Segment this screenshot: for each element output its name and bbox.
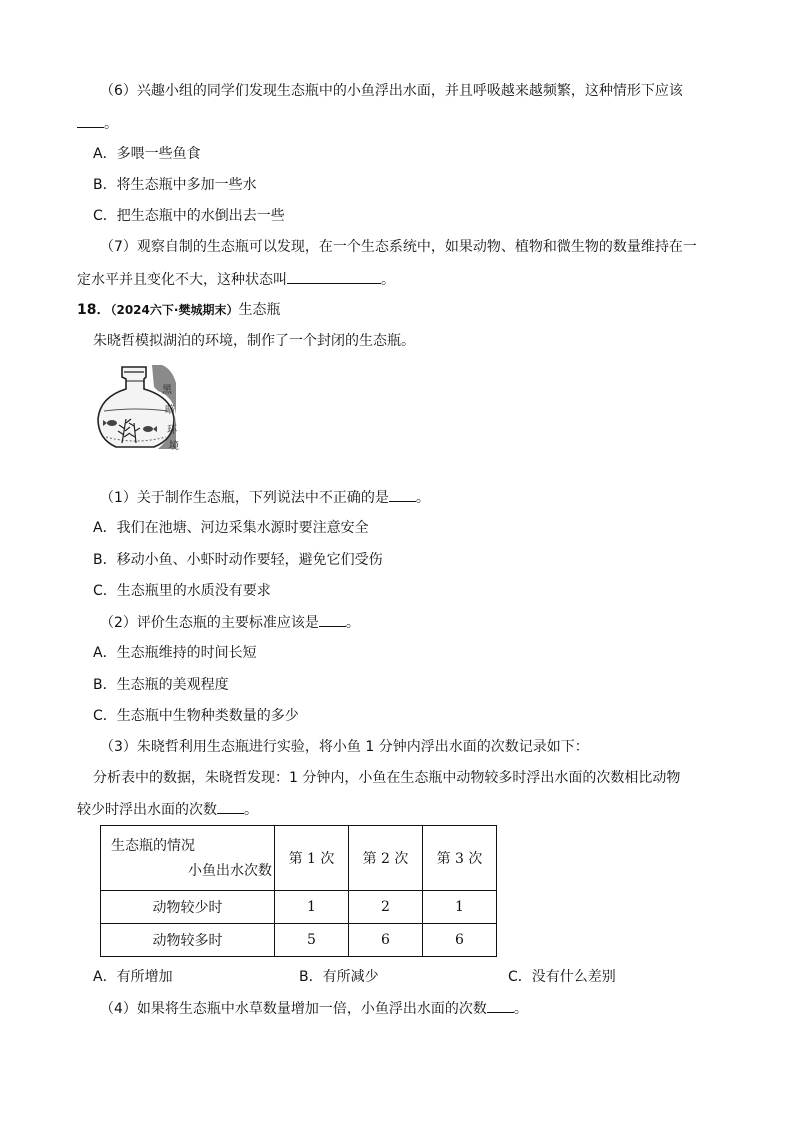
table-cell: 6 (349, 924, 423, 957)
s1-stem-end: 。 (415, 490, 430, 506)
q18-intro: 朱晓哲模拟湖泊的环境，制作了一个封闭的生态瓶。 (93, 333, 415, 349)
table-row (101, 924, 497, 957)
s1-option-a: A．我们在池塘、河边采集水源时要注意安全 (93, 520, 369, 536)
svg-text:环: 环 (167, 425, 177, 436)
table-header-cell: 第 2 次 (349, 826, 423, 891)
s2-option-c: C．生态瓶中生物种类数量的多少 (93, 708, 299, 724)
table-row-label: 动物较多时 (101, 924, 275, 957)
q6-option-c: C．把生态瓶中的水倒出去一些 (93, 208, 285, 224)
q6-stem-text: （6）兴趣小组的同学们发现生态瓶中的小鱼浮出水面，并且呼吸越来越频繁，这种情形下应该 (100, 83, 683, 99)
corner-label-top: 生态瓶的情况 (111, 838, 195, 854)
q7-answer-blank[interactable] (287, 269, 381, 284)
q7-stem-end: 。 (381, 272, 395, 288)
table-corner-cell (101, 826, 275, 891)
s3-option-a: A．有所增加 (93, 969, 173, 985)
q18-title: 生态瓶 (238, 302, 281, 318)
s1-stem (100, 487, 430, 508)
s3-answer-blank[interactable] (217, 799, 244, 814)
q6-stem-line1 (100, 81, 683, 101)
q6-option-a: A．多喂一些鱼食 (93, 146, 201, 162)
table-cell: 6 (423, 924, 497, 957)
s2-stem-end: 。 (345, 615, 360, 631)
fish-surfacing-table (100, 825, 497, 957)
svg-text:境: 境 (169, 441, 179, 451)
s2-stem (100, 612, 360, 633)
s2-option-b: B．生态瓶的美观程度 (93, 677, 229, 693)
q18-header (77, 300, 280, 320)
q6-stem-line2 (77, 113, 118, 134)
svg-text:暗: 暗 (165, 405, 175, 416)
q6-stem-end: 。 (104, 116, 118, 132)
s1-option-b: B．移动小鱼、小虾时动作要轻，避免它们受伤 (93, 552, 383, 568)
s3-analysis-line1: 分析表中的数据，朱晓哲发现：1 分钟内，小鱼在生态瓶中动物较多时浮出水面的次数相比动物 (93, 770, 681, 786)
s3-stem: （3）朱晓哲利用生态瓶进行实验，将小鱼 1 分钟内浮出水面的次数记录如下： (100, 739, 589, 755)
s2-answer-blank[interactable] (319, 612, 346, 627)
s4-answer-blank[interactable] (487, 998, 514, 1013)
s3-analysis-line2 (77, 799, 258, 820)
s4-stem (100, 998, 528, 1019)
q7-stem-line2 (77, 269, 395, 290)
s1-answer-blank[interactable] (389, 487, 416, 502)
q6-answer-blank[interactable] (77, 113, 104, 128)
s3-option-b: B．有所减少 (299, 969, 379, 985)
s1-option-c: C．生态瓶里的水质没有要求 (93, 583, 271, 599)
s2-option-a: A．生态瓶维持的时间长短 (93, 645, 257, 661)
s1-stem-text: （1）关于制作生态瓶，下列说法中不正确的是 (100, 490, 389, 506)
table-header-cell: 第 1 次 (275, 826, 349, 891)
q7-stem-text: 定水平并且变化不大，这种状态叫 (77, 272, 287, 288)
table-header-row (101, 826, 497, 891)
table-cell: 2 (349, 891, 423, 924)
table-header-cell: 第 3 次 (423, 826, 497, 891)
ecosystem-bottle-figure (96, 363, 190, 451)
q6-option-b: B．将生态瓶中多加一些水 (93, 177, 257, 193)
corner-label-bottom: 小鱼出水次数 (188, 863, 272, 879)
table-cell: 1 (423, 891, 497, 924)
s2-stem-text: （2）评价生态瓶的主要标准应该是 (100, 615, 319, 631)
table-row (101, 891, 497, 924)
table-cell: 5 (275, 924, 349, 957)
s3-analysis-text: 较少时浮出水面的次数 (77, 802, 217, 818)
svg-text:黑: 黑 (162, 385, 172, 396)
q18-source: （2024六下·樊城期末） (110, 303, 239, 317)
q18-number: 18． (77, 302, 111, 318)
s3-option-c: C．没有什么差别 (508, 969, 616, 985)
table-cell: 1 (275, 891, 349, 924)
s4-stem-end: 。 (513, 1001, 528, 1017)
table-row-label: 动物较少时 (101, 891, 275, 924)
s3-analysis-end: 。 (244, 802, 258, 818)
s4-stem-text: （4）如果将生态瓶中水草数量增加一倍，小鱼浮出水面的次数 (100, 1001, 487, 1017)
q7-stem-line1: （7）观察自制的生态瓶可以发现，在一个生态系统中，如果动物、植物和微生物的数量维持在一 (100, 239, 697, 255)
